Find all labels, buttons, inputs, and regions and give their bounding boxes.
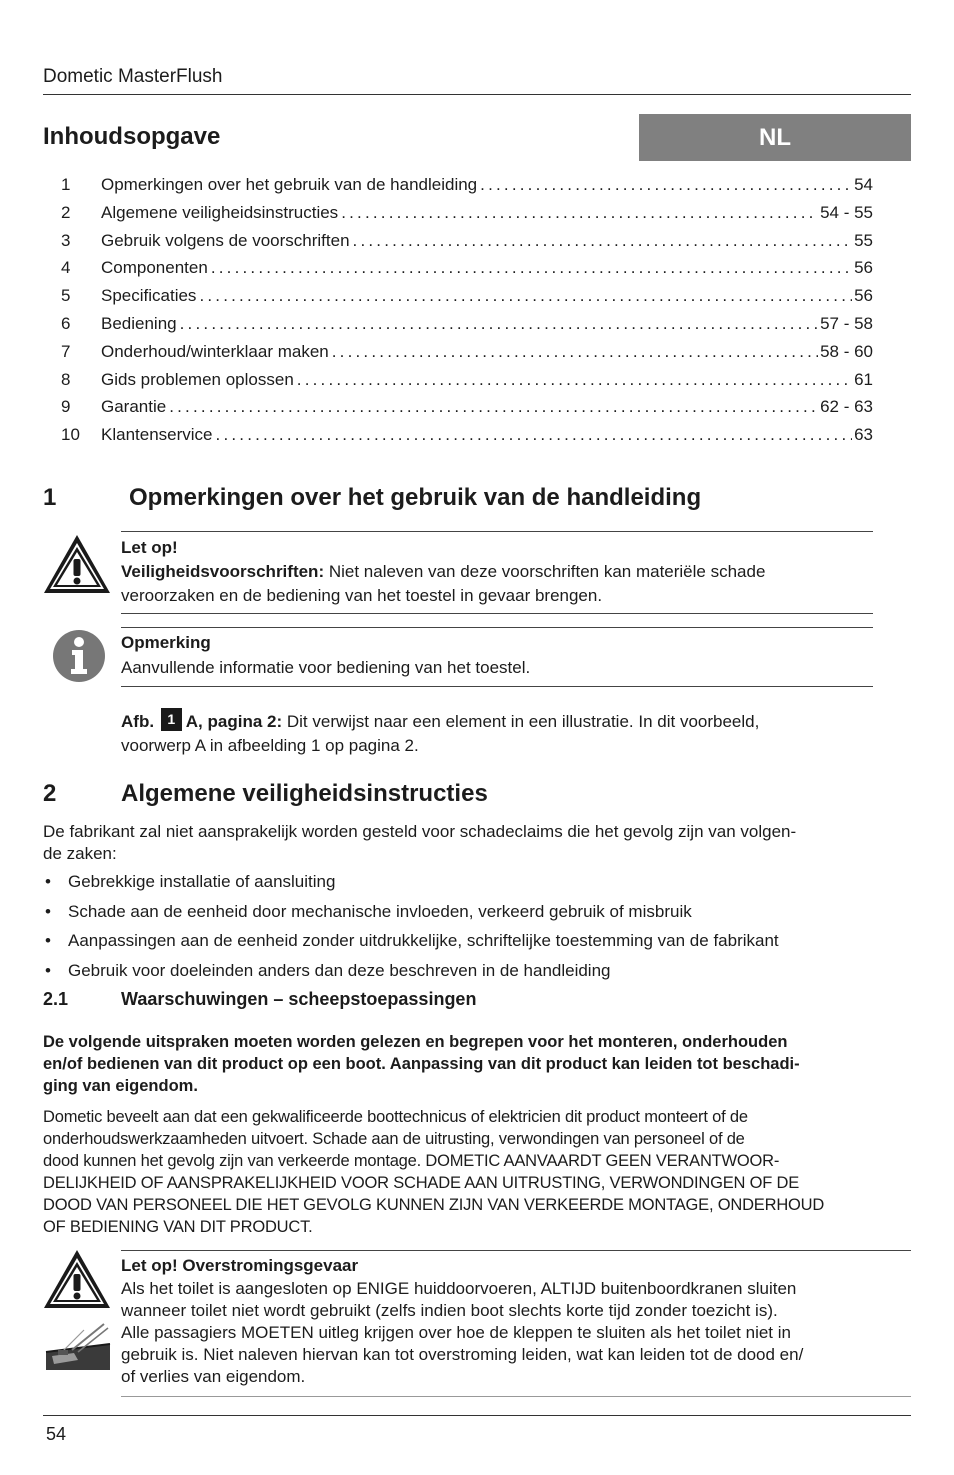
flood-warning-top-rule xyxy=(121,1250,911,1251)
figure-ref-lead: Afb. xyxy=(121,712,155,731)
toc-label: Gids problemen oplossen xyxy=(101,369,294,389)
toc-page: 54 xyxy=(854,175,873,194)
footer-divider xyxy=(43,1415,911,1416)
note-bottom-rule xyxy=(121,686,873,687)
toc-row[interactable] xyxy=(43,283,873,311)
toc-label: Componenten xyxy=(101,258,208,278)
note-title: Opmerking xyxy=(121,633,211,652)
toc-number: 6 xyxy=(61,313,71,333)
page-number: 54 xyxy=(46,1424,67,1444)
toc-page: 57 - 58 xyxy=(820,313,873,333)
toc-page: 62 - 63 xyxy=(820,397,873,417)
toc-row[interactable] xyxy=(43,255,873,283)
figure-ref-text-line1: Dit verwijst naar een element in een illustratie. In dit voorbeeld, xyxy=(282,712,760,731)
toc-leader xyxy=(329,339,818,365)
flood-line: gebruik is. Niet naleven hiervan kan tot overstroming leiden, wat kan leiden tot de dood en/ xyxy=(121,1345,804,1364)
list-item: • Gebrekkige installatie of aansluiting xyxy=(43,869,911,899)
intro-line: de zaken: xyxy=(43,844,117,863)
toc-label: Onderhoud/winterklaar maken xyxy=(101,341,329,361)
flood-warning-title: Let op! Overstromingsgevaar xyxy=(121,1256,359,1275)
note-top-rule xyxy=(121,627,873,628)
toc-leader xyxy=(208,255,852,281)
toc-row[interactable] xyxy=(43,339,873,367)
figure-ref-bold: A, pagina 2: xyxy=(185,712,283,731)
toc-number: 5 xyxy=(61,286,71,306)
flood-line: wanneer toilet niet wordt gebruikt (zelfs indien boot slechts korte tijd zonder toezicht is). xyxy=(121,1301,778,1320)
toc-title: Inhoudsopgave xyxy=(43,123,221,150)
info-icon xyxy=(52,629,106,683)
warning-body xyxy=(121,560,873,608)
subsection-number: 2.1 xyxy=(43,989,69,1009)
warning-lead: Veiligheidsvoorschriften: xyxy=(121,562,325,581)
section-2-title: Algemene veiligheidsinstructies xyxy=(121,780,488,807)
flood-warning-bottom-rule xyxy=(121,1396,911,1397)
toc-leader xyxy=(338,200,818,226)
product-name: Dometic MasterFlush xyxy=(43,66,223,87)
toc-row[interactable] xyxy=(43,311,873,339)
warning-text-line1: Niet naleven van deze voorschriften kan materiële schade xyxy=(324,562,766,581)
toc-page: 58 - 60 xyxy=(820,341,873,361)
section-2-number: 2 xyxy=(43,780,57,807)
body-line: Dometic beveelt aan dat een gekwalificeerde boottechnicus of elektricien dit product monteert of de xyxy=(43,1108,748,1126)
toc-leader xyxy=(166,394,818,420)
toc-row[interactable] xyxy=(43,228,873,256)
toc-leader xyxy=(196,283,852,309)
toc-page: 63 xyxy=(854,425,873,445)
toc-row[interactable] xyxy=(43,422,873,450)
list-item: • Gebruik voor doeleinden anders dan deze beschreven in de handleiding xyxy=(43,958,911,988)
toc-page: 56 xyxy=(854,258,873,278)
figure-reference xyxy=(121,708,881,758)
toc-number: 9 xyxy=(61,397,71,417)
list-item: • Aanpassingen aan de eenheid zonder uitdrukkelijke, schriftelijke toestemming van de fabrikant xyxy=(43,928,911,958)
toc-label: Specificaties xyxy=(101,286,197,306)
subsection-title: Waarschuwingen – scheepstoepassingen xyxy=(121,989,477,1009)
warning-text-line2: veroorzaken en de bediening van het toestel in gevaar brengen. xyxy=(121,586,603,605)
warning-triangle-icon xyxy=(42,1248,112,1310)
toc-row[interactable] xyxy=(43,367,873,395)
bold-line: en/of bedienen van dit product op een boot. Aanpassing van dit product kan leiden tot beschadi- xyxy=(43,1055,800,1073)
toc-row[interactable] xyxy=(43,394,873,422)
toc-number: 2 xyxy=(61,202,71,222)
flood-line: of verlies van eigendom. xyxy=(121,1367,306,1386)
toc-number: 3 xyxy=(61,230,71,250)
body-line: OF BEDIENING VAN DIT PRODUCT. xyxy=(43,1218,313,1236)
marine-notice-bold xyxy=(43,1031,911,1097)
liability-list xyxy=(43,869,911,987)
body-line: onderhoudswerkzaamheden uitvoert. Schade aan de uitrusting, verwondingen van personeel of de xyxy=(43,1130,745,1148)
section-1-title: Opmerkingen over het gebruik van de handleiding xyxy=(129,484,702,511)
toc-label: Gebruik volgens de voorschriften xyxy=(101,230,350,250)
toc-leader xyxy=(477,172,852,198)
body-line: DOOD VAN PERSONEEL DIE HET GEVOLG KUNNEN ZIJN VAN VERKEERDE MONTAGE, ONDERHOUD xyxy=(43,1196,825,1214)
flood-warning-body xyxy=(121,1278,911,1388)
toc-row[interactable] xyxy=(43,200,873,228)
toc-number: 10 xyxy=(61,425,80,445)
warning-top-rule xyxy=(121,531,873,532)
flood-line: Als het toilet is aangesloten op ENIGE huiddoorvoeren, ALTIJD buitenboordkranen sluiten xyxy=(121,1279,797,1298)
marine-notice-body xyxy=(43,1106,911,1238)
toc-label: Bediening xyxy=(101,313,177,333)
table-of-contents xyxy=(43,172,873,450)
toc-label: Opmerkingen over het gebruik van de handleiding xyxy=(101,175,478,194)
toc-leader xyxy=(213,422,853,448)
language-badge: NL xyxy=(639,114,911,161)
header-divider xyxy=(43,94,911,95)
toc-row[interactable] xyxy=(43,172,873,200)
toc-number: 4 xyxy=(61,258,71,278)
intro-line: De fabrikant zal niet aansprakelijk worden gesteld voor schadeclaims die het gevolg zijn van volgen- xyxy=(43,822,797,841)
toc-leader xyxy=(177,311,818,337)
section-2-intro xyxy=(43,821,911,865)
toc-number: 1 xyxy=(61,175,71,194)
flood-line: Alle passagiers MOETEN uitleg krijgen over hoe de kleppen te sluiten als het toilet niet in xyxy=(121,1323,791,1342)
toc-number: 8 xyxy=(61,369,71,389)
toc-label: Garantie xyxy=(101,397,167,417)
toc-number: 7 xyxy=(61,341,71,361)
toc-page: 54 - 55 xyxy=(820,202,873,222)
toc-label: Algemene veiligheidsinstructies xyxy=(101,202,339,222)
warning-title: Let op! xyxy=(121,538,178,557)
toc-leader xyxy=(294,367,852,393)
bold-line: De volgende uitspraken moeten worden gelezen en begrepen voor het monteren, onderhouden xyxy=(43,1033,788,1051)
toc-page: 56 xyxy=(854,286,873,306)
warning-bottom-rule xyxy=(121,613,873,614)
bold-line: ging van eigendom. xyxy=(43,1077,198,1095)
hull-valve-icon xyxy=(44,1320,112,1372)
section-1-number: 1 xyxy=(43,484,57,511)
toc-page: 61 xyxy=(854,369,873,389)
toc-label: Klantenservice xyxy=(101,425,213,445)
warning-triangle-icon xyxy=(42,533,112,595)
figure-number-badge: 1 xyxy=(161,708,182,731)
body-line: DELIJKHEID OF AANSPRAKELIJKHEID VOOR SCHADE AAN UITRUSTING, VERWONDINGEN OF DE xyxy=(43,1174,800,1192)
list-item: • Schade aan de eenheid door mechanische invloeden, verkeerd gebruik of misbruik xyxy=(43,899,911,929)
body-line: dood kunnen het gevolg zijn van verkeerde montage. DOMETIC AANVAARDT GEEN VERANTWOOR- xyxy=(43,1152,780,1170)
note-text: Aanvullende informatie voor bediening van het toestel. xyxy=(121,658,531,677)
toc-page: 55 xyxy=(854,230,873,250)
toc-leader xyxy=(350,228,853,254)
figure-ref-text-line2: voorwerp A in afbeelding 1 op pagina 2. xyxy=(121,736,419,755)
